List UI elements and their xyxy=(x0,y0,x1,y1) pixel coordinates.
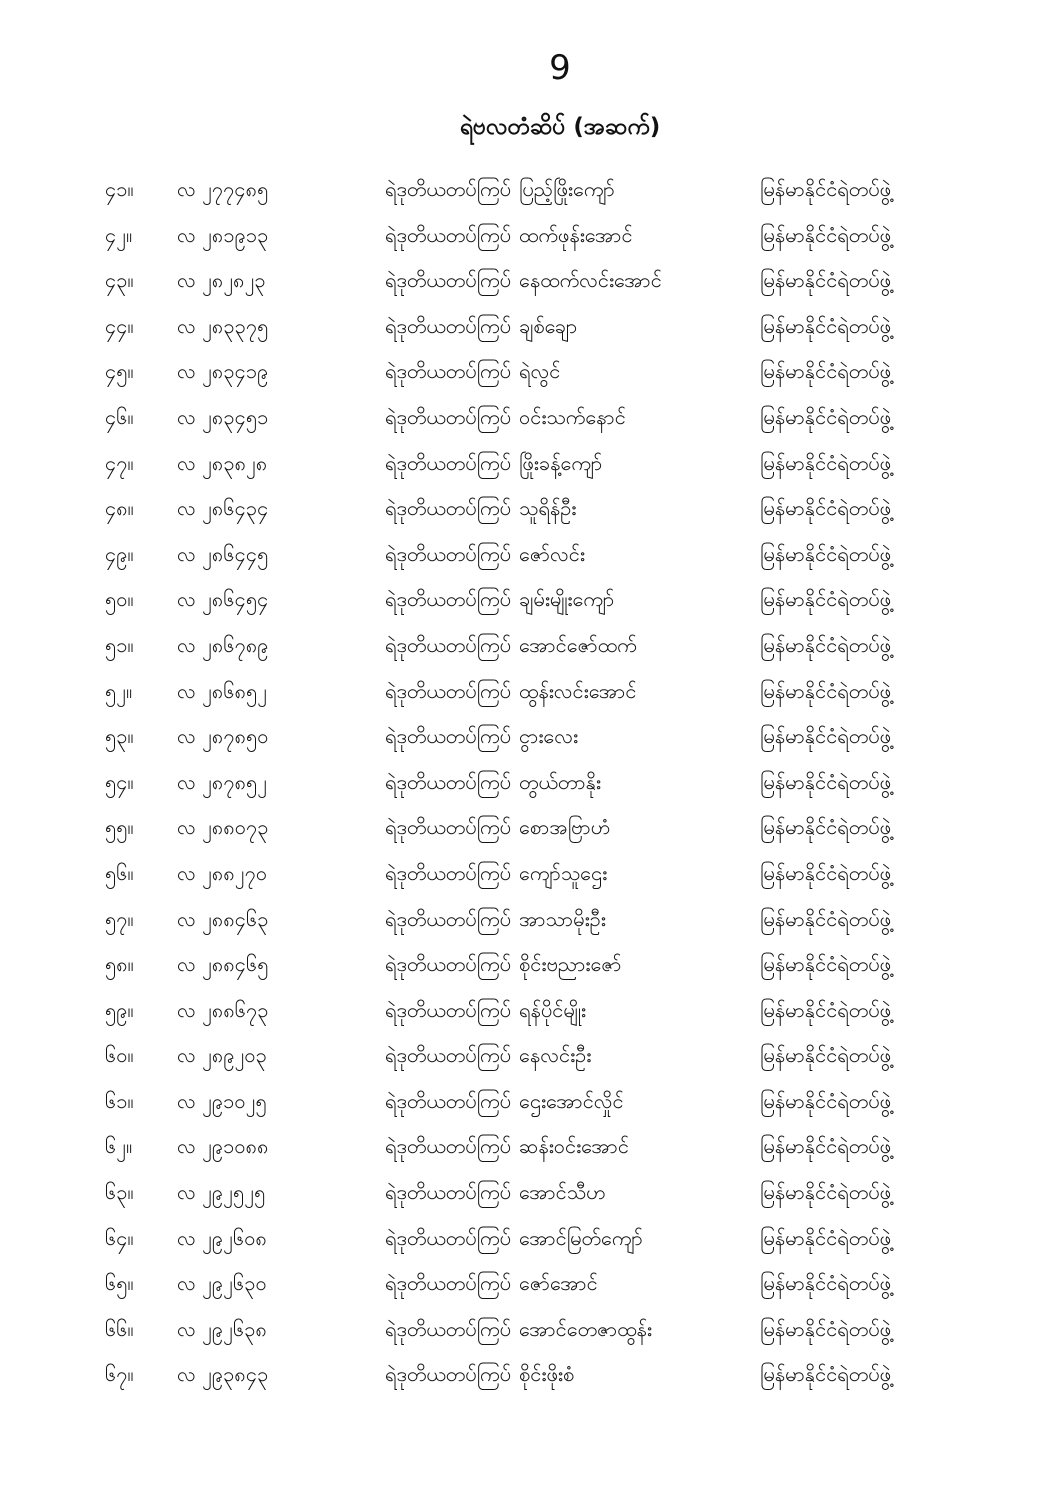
row-serial-number: ၆၀။ xyxy=(105,1043,134,1068)
table-row xyxy=(0,258,1062,304)
service-number: လ ၂၈၈၀၇၃ xyxy=(177,815,269,840)
organization-label: မြန်မာနိုင်ငံရဲတပ်ဖွဲ့ xyxy=(760,359,892,384)
service-number: လ ၂၈၃၄၁၉ xyxy=(177,359,269,384)
rank-and-name xyxy=(385,897,760,943)
row-serial-number: ၅၈။ xyxy=(105,952,134,977)
organization-label: မြန်မာနိုင်ငံရဲတပ်ဖွဲ့ xyxy=(760,222,892,247)
organization-label: မြန်မာနိုင်ငံရဲတပ်ဖွဲ့ xyxy=(760,268,892,293)
page-title: ရဲဗလတံဆိပ် (အဆက်) xyxy=(459,114,661,140)
rank-label: ရဲဒုတိယတပ်ကြပ် xyxy=(385,222,512,247)
table-row xyxy=(0,669,1062,715)
row-serial-number: ၅၆။ xyxy=(105,860,134,885)
person-name: ငွားလေး xyxy=(519,724,579,749)
person-name: အောင်ဇော်ထက် xyxy=(519,632,637,657)
row-serial-number: ၅၄။ xyxy=(105,769,134,794)
rank-label: ရဲဒုတိယတပ်ကြပ် xyxy=(385,177,512,201)
service-number: လ ၂၉၂၆၀၈ xyxy=(177,1225,267,1250)
service-number: လ ၂၈၈၄၆၃ xyxy=(177,906,269,931)
row-serial-number: ၆၄။ xyxy=(105,1225,134,1250)
person-name: ဇော်လင်း xyxy=(519,541,585,566)
table-row xyxy=(0,167,1062,213)
service-number: လ ၂၈၆၄၃၄ xyxy=(177,496,269,521)
organization-label: မြန်မာနိုင်ငံရဲတပ်ဖွဲ့ xyxy=(760,724,892,749)
table-row xyxy=(0,851,1062,897)
organization-label: မြန်မာနိုင်ငံရဲတပ်ဖွဲ့ xyxy=(760,906,892,931)
service-number: လ ၂၈၈၆၇၃ xyxy=(177,997,269,1022)
service-number: လ ၂၈၉၂၀၃ xyxy=(177,1043,267,1068)
organization-label: မြန်မာနိုင်ငံရဲတပ်ဖွဲ့ xyxy=(760,541,892,566)
person-name: ဆန်းဝင်းအောင် xyxy=(519,1134,629,1159)
table-row xyxy=(0,1124,1062,1170)
rank-and-name xyxy=(385,1170,760,1216)
person-name: တွယ်တာနိုး xyxy=(519,769,602,794)
person-name: စိုင်းဗညားဇော် xyxy=(519,952,622,977)
person-name: ဌေးအောင်လှိုင် xyxy=(519,1088,624,1113)
service-number: လ ၂၈၆၈၅၂ xyxy=(177,678,268,703)
rank-label: ရဲဒုတိယတပ်ကြပ် xyxy=(385,404,512,429)
table-row xyxy=(0,577,1062,623)
service-number: လ ၂၈၃၄၅၁ xyxy=(177,404,269,429)
table-row xyxy=(0,486,1062,532)
rank-label: ရဲဒုတိယတပ်ကြပ် xyxy=(385,541,512,566)
rank-and-name xyxy=(385,167,760,213)
rank-and-name xyxy=(385,760,760,806)
table-row xyxy=(0,441,1062,487)
rank-label: ရဲဒုတိယတပ်ကြပ် xyxy=(385,359,512,384)
rank-label: ရဲဒုတိယတပ်ကြပ် xyxy=(385,815,512,840)
row-serial-number: ၅၉။ xyxy=(105,997,134,1022)
rank-and-name xyxy=(385,623,760,669)
service-number: လ ၂၈၆၄၄၅ xyxy=(177,541,269,566)
rank-and-name xyxy=(385,532,760,578)
row-serial-number: ၅၇။ xyxy=(105,906,134,931)
medal-recipient-list xyxy=(0,167,1062,1398)
table-row xyxy=(0,1307,1062,1353)
row-serial-number: ၄၉။ xyxy=(105,541,134,566)
rank-label: ရဲဒုတိယတပ်ကြပ် xyxy=(385,587,512,612)
rank-label: ရဲဒုတိယတပ်ကြပ် xyxy=(385,769,512,794)
rank-and-name xyxy=(385,805,760,851)
row-serial-number: ၆၅။ xyxy=(105,1271,134,1296)
service-number: လ ၂၈၁၉၁၃ xyxy=(177,222,269,247)
service-number: လ ၂၉၃၈၄၃ xyxy=(177,1362,269,1387)
organization-label: မြန်မာနိုင်ငံရဲတပ်ဖွဲ့ xyxy=(760,404,892,429)
rank-label: ရဲဒုတိယတပ်ကြပ် xyxy=(385,997,512,1022)
rank-label: ရဲဒုတိယတပ်ကြပ် xyxy=(385,1316,512,1341)
organization-label: မြန်မာနိုင်ငံရဲတပ်ဖွဲ့ xyxy=(760,952,892,977)
service-number: လ ၂၈၆၇၈၉ xyxy=(177,632,269,657)
rank-label: ရဲဒုတိယတပ်ကြပ် xyxy=(385,860,512,885)
rank-and-name xyxy=(385,258,760,304)
service-number: လ ၂၈၈၄၆၅ xyxy=(177,952,269,977)
person-name: ချမ်းမျိုးကျော် xyxy=(519,587,615,612)
organization-label: မြန်မာနိုင်ငံရဲတပ်ဖွဲ့ xyxy=(760,860,892,885)
rank-label: ရဲဒုတိယတပ်ကြပ် xyxy=(385,906,512,931)
table-row xyxy=(0,1352,1062,1398)
person-name: ဖြိုးခန့်ကျော် xyxy=(519,450,603,475)
row-serial-number: ၆၃။ xyxy=(105,1180,134,1205)
rank-label: ရဲဒုတိယတပ်ကြပ် xyxy=(385,952,512,977)
organization-label: မြန်မာနိုင်ငံရဲတပ်ဖွဲ့ xyxy=(760,450,892,475)
service-number: လ ၂၈၇၈၅၀ xyxy=(177,724,269,749)
table-row xyxy=(0,897,1062,943)
organization-label: မြန်မာနိုင်ငံရဲတပ်ဖွဲ့ xyxy=(760,1043,892,1068)
rank-and-name xyxy=(385,395,760,441)
rank-label: ရဲဒုတိယတပ်ကြပ် xyxy=(385,268,512,293)
organization-label: မြန်မာနိုင်ငံရဲတပ်ဖွဲ့ xyxy=(760,496,892,521)
service-number: လ ၂၉၂၆၃၈ xyxy=(177,1316,267,1341)
service-number: လ ၂၈၇၈၅၂ xyxy=(177,769,268,794)
rank-label: ရဲဒုတိယတပ်ကြပ် xyxy=(385,1225,512,1250)
service-number: လ ၂၉၂၅၂၅ xyxy=(177,1180,266,1205)
service-number: လ ၂၈၂၈၂၃ xyxy=(177,268,266,293)
table-row xyxy=(0,1170,1062,1216)
organization-label: မြန်မာနိုင်ငံရဲတပ်ဖွဲ့ xyxy=(760,1134,892,1159)
rank-and-name xyxy=(385,577,760,623)
row-serial-number: ၆၆။ xyxy=(105,1316,134,1341)
person-name: ထက်ဖုန်းအောင် xyxy=(519,222,633,247)
rank-label: ရဲဒုတိယတပ်ကြပ် xyxy=(385,1134,512,1159)
service-number: လ ၂၉၂၆၃၀ xyxy=(177,1271,267,1296)
person-name: သူရိန်ဦး xyxy=(519,496,577,521)
person-name: ဝင်းသက်နောင် xyxy=(519,404,626,429)
rank-label: ရဲဒုတိယတပ်ကြပ် xyxy=(385,1043,512,1068)
rank-and-name xyxy=(385,304,760,350)
row-serial-number: ၅၁။ xyxy=(105,632,134,657)
table-row xyxy=(0,532,1062,578)
table-row xyxy=(0,213,1062,259)
row-serial-number: ၅၀။ xyxy=(105,587,134,612)
table-row xyxy=(0,395,1062,441)
organization-label: မြန်မာနိုင်ငံရဲတပ်ဖွဲ့ xyxy=(760,1180,892,1205)
rank-and-name xyxy=(385,714,760,760)
rank-and-name xyxy=(385,942,760,988)
organization-label: မြန်မာနိုင်ငံရဲတပ်ဖွဲ့ xyxy=(760,1225,892,1250)
service-number: လ ၂၈၃၃၇၅ xyxy=(177,313,269,338)
organization-label: မြန်မာနိုင်ငံရဲတပ်ဖွဲ့ xyxy=(760,1362,892,1387)
person-name: ချစ်ချော xyxy=(519,313,578,338)
table-row xyxy=(0,1079,1062,1125)
row-serial-number: ၆၁။ xyxy=(105,1088,134,1113)
table-row xyxy=(0,760,1062,806)
rank-and-name xyxy=(385,1033,760,1079)
person-name: စောအဗြာဟံ xyxy=(519,815,611,840)
rank-label: ရဲဒုတိယတပ်ကြပ် xyxy=(385,1362,512,1387)
person-name: ပြည့်ဖြိုးကျော် xyxy=(519,177,615,201)
person-name: အောင်မြတ်ကျော် xyxy=(519,1225,643,1250)
service-number: လ ၂၉၁၀၂၅ xyxy=(177,1088,267,1113)
rank-and-name xyxy=(385,441,760,487)
person-name: ရန်ပိုင်မျိုး xyxy=(519,997,586,1022)
rank-label: ရဲဒုတိယတပ်ကြပ် xyxy=(385,313,512,338)
rank-label: ရဲဒုတိယတပ်ကြပ် xyxy=(385,496,512,521)
table-row xyxy=(0,623,1062,669)
person-name: ဇော်အောင် xyxy=(519,1271,598,1296)
table-row xyxy=(0,805,1062,851)
service-number: လ ၂၉၁၀၈၈ xyxy=(177,1134,269,1159)
rank-and-name xyxy=(385,349,760,395)
row-serial-number: ၅၂။ xyxy=(105,678,133,703)
person-name: အောင်သီဟ xyxy=(519,1180,606,1205)
table-row xyxy=(0,349,1062,395)
rank-and-name xyxy=(385,669,760,715)
service-number: လ ၂၇၇၄၈၅ xyxy=(177,177,269,201)
service-number: လ ၂၈၆၄၅၄ xyxy=(177,587,269,612)
rank-and-name xyxy=(385,486,760,532)
row-serial-number: ၄၃။ xyxy=(105,268,134,293)
organization-label: မြန်မာနိုင်ငံရဲတပ်ဖွဲ့ xyxy=(760,1088,892,1113)
organization-label: မြန်မာနိုင်ငံရဲတပ်ဖွဲ့ xyxy=(760,1271,892,1296)
organization-label: မြန်မာနိုင်ငံရဲတပ်ဖွဲ့ xyxy=(760,632,892,657)
person-name: ကျော်သူဌေး xyxy=(519,860,608,885)
row-serial-number: ၄၅။ xyxy=(105,359,134,384)
rank-label: ရဲဒုတိယတပ်ကြပ် xyxy=(385,724,512,749)
row-serial-number: ၄၇။ xyxy=(105,450,134,475)
service-number: လ ၂၈၈၂၇၀ xyxy=(177,860,268,885)
rank-and-name xyxy=(385,1261,760,1307)
rank-and-name xyxy=(385,1216,760,1262)
rank-label: ရဲဒုတိယတပ်ကြပ် xyxy=(385,450,512,475)
person-name: နေထက်လင်းအောင် xyxy=(519,268,662,293)
organization-label: မြန်မာနိုင်ငံရဲတပ်ဖွဲ့ xyxy=(760,769,892,794)
rank-label: ရဲဒုတိယတပ်ကြပ် xyxy=(385,678,512,703)
table-row xyxy=(0,988,1062,1034)
service-number: လ ၂၈၃၈၂၈ xyxy=(177,450,268,475)
page-number: 9 xyxy=(549,48,571,88)
row-serial-number: ၆၇။ xyxy=(105,1362,134,1387)
row-serial-number: ၄၆။ xyxy=(105,404,134,429)
table-row xyxy=(0,1261,1062,1307)
row-serial-number: ၄၄။ xyxy=(105,313,134,338)
organization-label: မြန်မာနိုင်ငံရဲတပ်ဖွဲ့ xyxy=(760,587,892,612)
person-name: အောင်တေဇာထွန်း xyxy=(519,1316,652,1341)
organization-label: မြန်မာနိုင်ငံရဲတပ်ဖွဲ့ xyxy=(760,815,892,840)
rank-label: ရဲဒုတိယတပ်ကြပ် xyxy=(385,1180,512,1205)
table-row xyxy=(0,942,1062,988)
row-serial-number: ၅၅။ xyxy=(105,815,134,840)
organization-label: မြန်မာနိုင်ငံရဲတပ်ဖွဲ့ xyxy=(760,177,892,201)
rank-and-name xyxy=(385,1124,760,1170)
row-serial-number: ၄၈။ xyxy=(105,496,134,521)
row-serial-number: ၄၂။ xyxy=(105,222,133,247)
rank-and-name xyxy=(385,1079,760,1125)
table-row xyxy=(0,1216,1062,1262)
rank-label: ရဲဒုတိယတပ်ကြပ် xyxy=(385,632,512,657)
organization-label: မြန်မာနိုင်ငံရဲတပ်ဖွဲ့ xyxy=(760,1316,892,1341)
person-name: စိုင်းဖိုးစံ xyxy=(519,1362,575,1387)
rank-label: ရဲဒုတိယတပ်ကြပ် xyxy=(385,1088,512,1113)
row-serial-number: ၆၂။ xyxy=(105,1134,133,1159)
organization-label: မြန်မာနိုင်ငံရဲတပ်ဖွဲ့ xyxy=(760,678,892,703)
organization-label: မြန်မာနိုင်ငံရဲတပ်ဖွဲ့ xyxy=(760,997,892,1022)
row-serial-number: ၅၃။ xyxy=(105,724,134,749)
rank-and-name xyxy=(385,213,760,259)
person-name: ထွန်းလင်းအောင် xyxy=(519,678,637,703)
table-row xyxy=(0,1033,1062,1079)
rank-and-name xyxy=(385,851,760,897)
rank-and-name xyxy=(385,1307,760,1353)
rank-and-name xyxy=(385,988,760,1034)
rank-label: ရဲဒုတိယတပ်ကြပ် xyxy=(385,1271,512,1296)
rank-and-name xyxy=(385,1352,760,1398)
organization-label: မြန်မာနိုင်ငံရဲတပ်ဖွဲ့ xyxy=(760,313,892,338)
person-name: နေလင်းဦး xyxy=(519,1043,592,1068)
table-row xyxy=(0,714,1062,760)
table-row xyxy=(0,304,1062,350)
person-name: ရဲလွင် xyxy=(519,359,561,384)
row-serial-number: ၄၁။ xyxy=(105,177,134,201)
person-name: အာသာမိုးဦး xyxy=(519,906,606,931)
